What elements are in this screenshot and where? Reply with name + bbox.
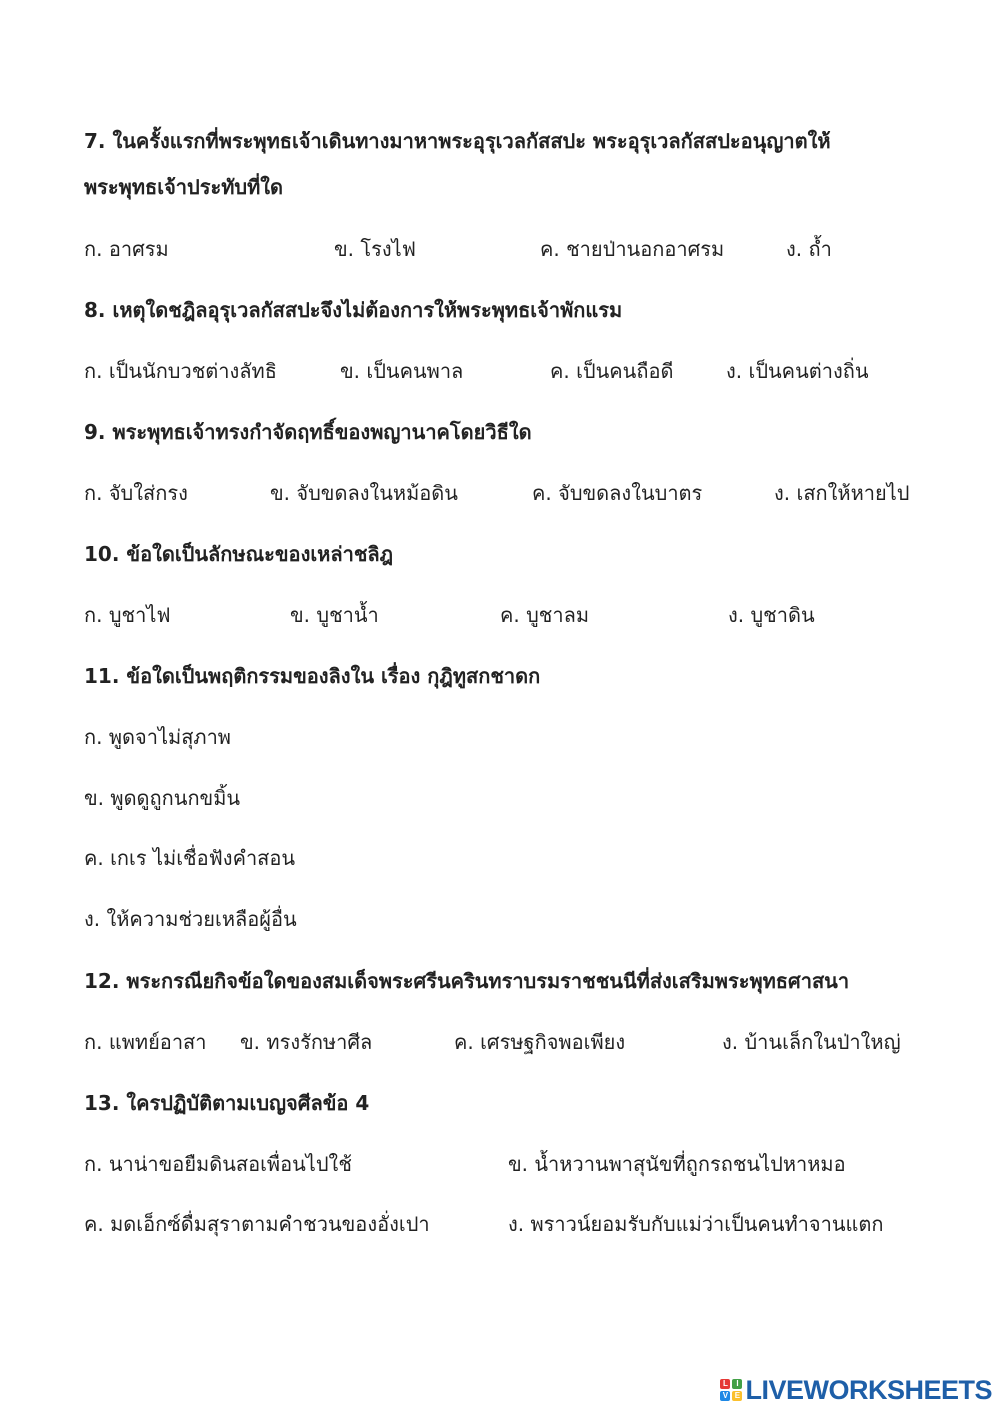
question-11-option-d[interactable]: ง. ให้ความช่วยเหลือผู้อื่น	[84, 907, 297, 931]
question-11-stem: 11. ข้อใดเป็นพฤติกรรมของลิงใน เรื่อง กุฎิทูสกชาดก	[84, 664, 541, 688]
question-7-option-a[interactable]: ก. อาศรม	[84, 237, 169, 261]
question-7-option-b[interactable]: ข. โรงไฟ	[334, 237, 416, 261]
question-10-stem: 10. ข้อใดเป็นลักษณะของเหล่าชลิฎ	[84, 542, 394, 566]
question-9-option-c[interactable]: ค. จับขดลงในบาตร	[532, 481, 703, 505]
question-9-option-d[interactable]: ง. เสกให้หายไป	[774, 481, 910, 505]
question-10-option-c[interactable]: ค. บูชาลม	[500, 603, 590, 627]
question-12-option-c[interactable]: ค. เศรษฐกิจพอเพียง	[454, 1030, 626, 1054]
question-8-stem: 8. เหตุใดชฎิลอุรุเวลกัสสปะจึงไม่ต้องการให้พระพุทธเจ้าพักแรม	[84, 298, 623, 322]
liveworksheets-logo-text: LIVEWORKSHEETS	[745, 1374, 992, 1405]
question-8-option-d[interactable]: ง. เป็นคนต่างถิ่น	[726, 359, 869, 383]
question-11-option-c[interactable]: ค. เกเร ไม่เชื่อฟังคำสอน	[84, 846, 296, 870]
question-9-stem: 9. พระพุทธเจ้าทรงกำจัดฤทธิ์ของพญานาคโดยวิธีใด	[84, 420, 532, 444]
question-13-option-b[interactable]: ข. น้ำหวานพาสุนัขที่ถูกรถชนไปหาหมอ	[508, 1152, 846, 1176]
question-11-option-a[interactable]: ก. พูดจาไม่สุภาพ	[84, 725, 231, 749]
question-12-option-b[interactable]: ข. ทรงรักษาศีล	[240, 1030, 373, 1054]
question-8-option-c[interactable]: ค. เป็นคนถือดี	[550, 359, 674, 383]
question-13-option-d[interactable]: ง. พราวน์ยอมรับกับแม่ว่าเป็นคนทำจานแตก	[508, 1212, 884, 1236]
logo-mark-cell: L	[720, 1379, 730, 1389]
question-13-stem: 13. ใครปฏิบัติตามเบญจศีลข้อ 4	[84, 1091, 370, 1115]
question-11-option-b[interactable]: ข. พูดดูถูกนกขมิ้น	[84, 786, 241, 810]
logo-mark-cell: V	[720, 1391, 730, 1401]
question-8-option-b[interactable]: ข. เป็นคนพาล	[340, 359, 464, 383]
question-12-stem: 12. พระกรณียกิจข้อใดของสมเด็จพระศรีนครินทราบรมราชชนนีที่ส่งเสริมพระพุทธศาสนา	[84, 969, 850, 993]
question-9-option-b[interactable]: ข. จับขดลงในหม้อดิน	[270, 481, 458, 505]
question-9-option-a[interactable]: ก. จับใส่กรง	[84, 481, 188, 505]
liveworksheets-logo	[720, 1375, 992, 1405]
logo-mark-cell: I	[732, 1379, 742, 1389]
question-7-stem-line2: พระพุทธเจ้าประทับที่ใด	[84, 175, 284, 199]
question-12-option-a[interactable]: ก. แพทย์อาสา	[84, 1030, 207, 1054]
question-7-option-d[interactable]: ง. ถ้ำ	[786, 237, 832, 261]
question-10-option-d[interactable]: ง. บูชาดิน	[728, 603, 815, 627]
question-13-option-c[interactable]: ค. มดเอ็กซ์ดื่มสุราตามคำชวนของอั่งเปา	[84, 1212, 430, 1236]
question-10-option-b[interactable]: ข. บูชาน้ำ	[290, 603, 379, 627]
logo-mark-cell: E	[732, 1391, 742, 1401]
liveworksheets-logo-icon	[720, 1379, 742, 1401]
question-8-option-a[interactable]: ก. เป็นนักบวชต่างลัทธิ	[84, 359, 277, 383]
question-10-option-a[interactable]: ก. บูชาไฟ	[84, 603, 171, 627]
question-13-option-a[interactable]: ก. นาน่าขอยืมดินสอเพื่อนไปใช้	[84, 1152, 352, 1176]
question-7-option-c[interactable]: ค. ชายป่านอกอาศรม	[540, 237, 725, 261]
question-7-stem-line1: 7. ในครั้งแรกที่พระพุทธเจ้าเดินทางมาหาพระอุรุเวลกัสสปะ พระอุรุเวลกัสสปะอนุญาตให้	[84, 129, 831, 153]
question-12-option-d[interactable]: ง. บ้านเล็กในป่าใหญ่	[722, 1030, 901, 1054]
